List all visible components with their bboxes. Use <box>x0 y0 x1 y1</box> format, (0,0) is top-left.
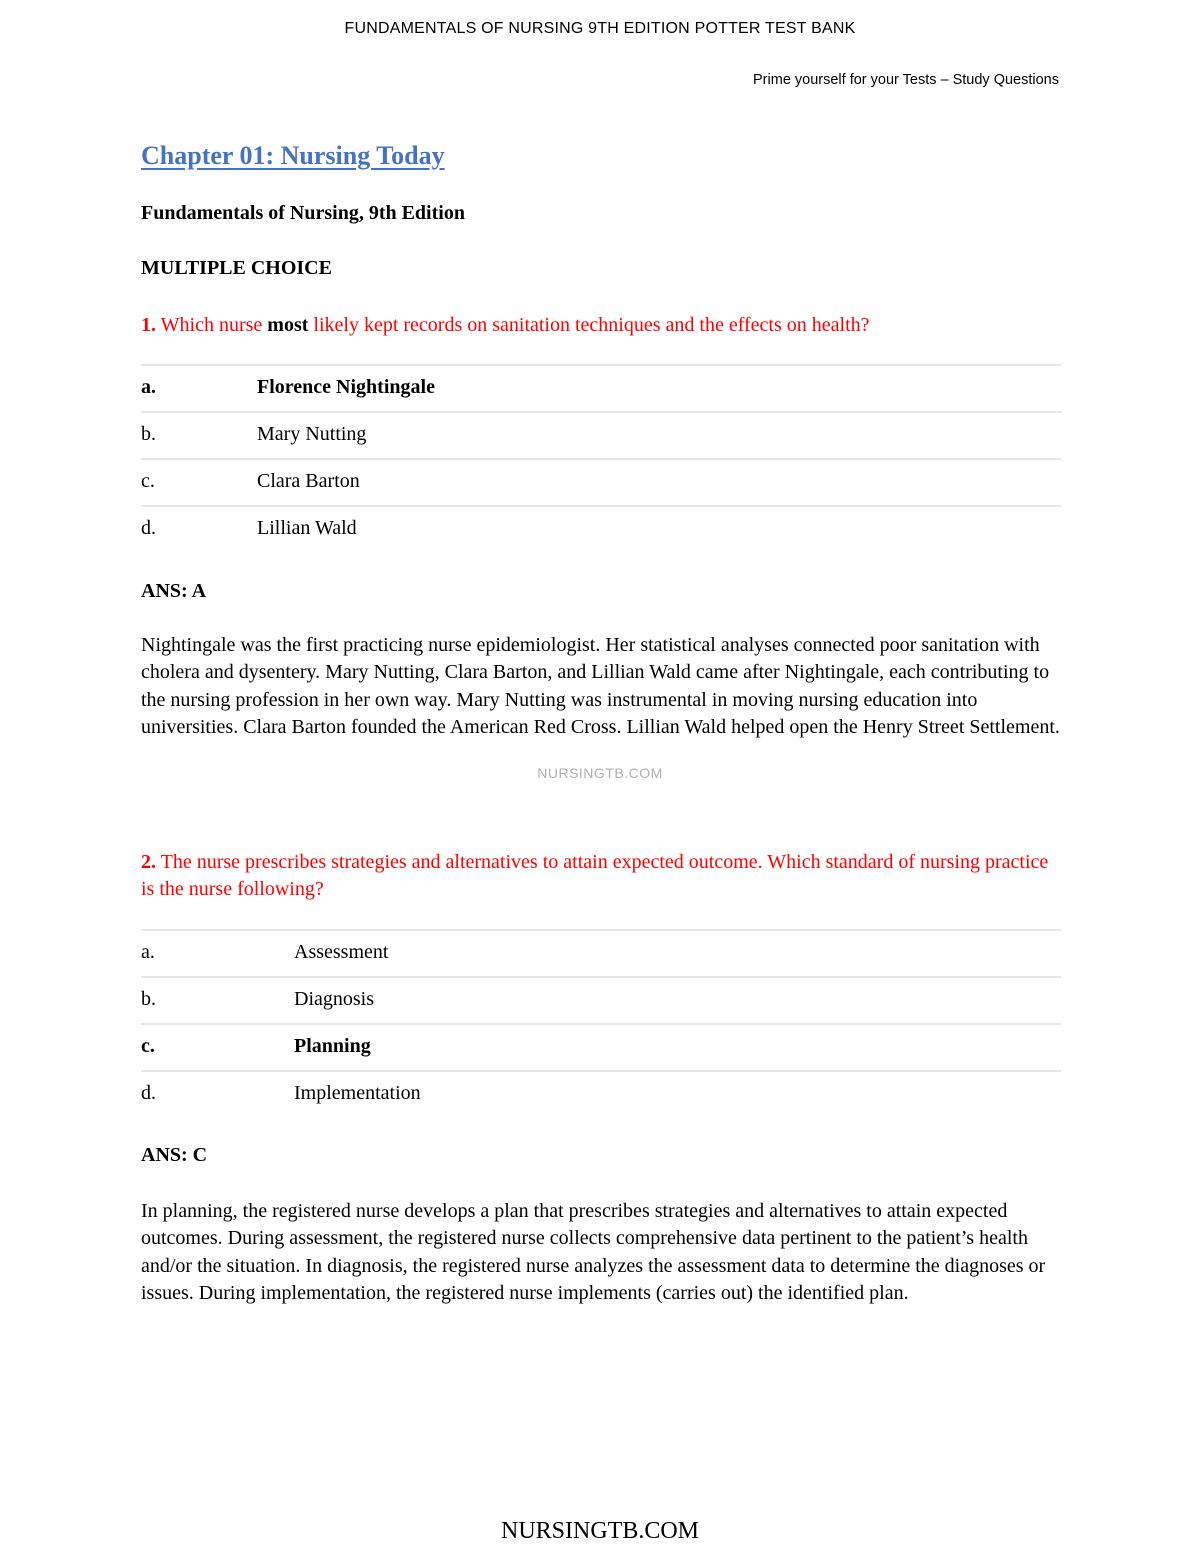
section-label: MULTIPLE CHOICE <box>141 257 332 279</box>
choice-letter: d. <box>141 1082 156 1104</box>
choice-row <box>141 1070 1061 1117</box>
choice-text: Lillian Wald <box>257 517 357 539</box>
choice-text: Diagnosis <box>294 988 374 1010</box>
question-emphasis: most <box>267 314 309 336</box>
choice-text: Clara Barton <box>257 470 360 492</box>
choice-row <box>141 364 1061 411</box>
question-text: The nurse prescribes strategies and alternatives to attain expected outcome. Which standard of nursing practice is the nurse following? <box>141 851 1049 900</box>
page-header-title: FUNDAMENTALS OF NURSING 9TH EDITION POTTER TEST BANK <box>344 20 856 37</box>
choice-letter: c. <box>141 470 155 492</box>
choice-letter: d. <box>141 517 156 539</box>
choice-row <box>141 1023 1061 1070</box>
choice-text: Planning <box>294 1035 371 1057</box>
choice-text: Mary Nutting <box>257 423 367 445</box>
choice-row <box>141 929 1061 976</box>
choice-list-2 <box>141 929 1061 1117</box>
question-number: 1. <box>141 314 156 336</box>
question-number: 2. <box>141 851 156 873</box>
choice-row <box>141 505 1061 552</box>
answer-label: ANS: C <box>141 1144 208 1166</box>
choice-row <box>141 458 1061 505</box>
question-text: Which nurse <box>156 314 268 336</box>
answer-label: ANS: A <box>141 580 207 602</box>
choice-letter: a. <box>141 941 155 963</box>
chapter-title-link[interactable]: Chapter 01: Nursing Today <box>141 141 445 170</box>
choice-letter: a. <box>141 376 156 398</box>
question-text: likely kept records on sanitation techniques and the effects on health? <box>308 314 870 336</box>
choice-letter: b. <box>141 988 156 1010</box>
choice-letter: b. <box>141 423 156 445</box>
page-header-subtitle: Prime yourself for your Tests – Study Questions <box>753 72 1059 88</box>
choice-list-1 <box>141 364 1061 552</box>
book-title: Fundamentals of Nursing, 9th Edition <box>141 202 465 224</box>
question-1 <box>141 312 1061 339</box>
page-footer: NURSINGTB.COM <box>500 1518 700 1544</box>
choice-text: Florence Nightingale <box>257 376 435 398</box>
choice-letter: c. <box>141 1035 155 1057</box>
choice-text: Implementation <box>294 1082 421 1104</box>
choice-text: Assessment <box>294 941 389 963</box>
watermark: NURSINGTB.COM <box>537 765 663 781</box>
rationale-text: Nightingale was the first practicing nurse epidemiologist. Her statistical analyses connected poor sanitation with cholera and dysentery. Mary Nutting, Clara Barton, and Lillian Wald came after Nightingale, each contributing to the nursing profession in her own way. Mary Nutting was instrumental in moving nursing education into universities. Clara Barton founded the American Red Cross. Lillian Wald helped open the Henry Street Settlement. <box>141 634 1060 739</box>
choice-row <box>141 411 1061 458</box>
question-2 <box>141 849 1061 903</box>
choice-row <box>141 976 1061 1023</box>
rationale-text: In planning, the registered nurse develops a plan that prescribes strategies and alternatives to attain expected outcomes. During assessment, the registered nurse collects comprehensive data pertinent to the patient’s health and/or the situation. In diagnosis, the registered nurse analyzes the assessment data to determine the diagnoses or issues. During implementation, the registered nurse implements (carries out) the identified plan. <box>141 1200 1046 1305</box>
